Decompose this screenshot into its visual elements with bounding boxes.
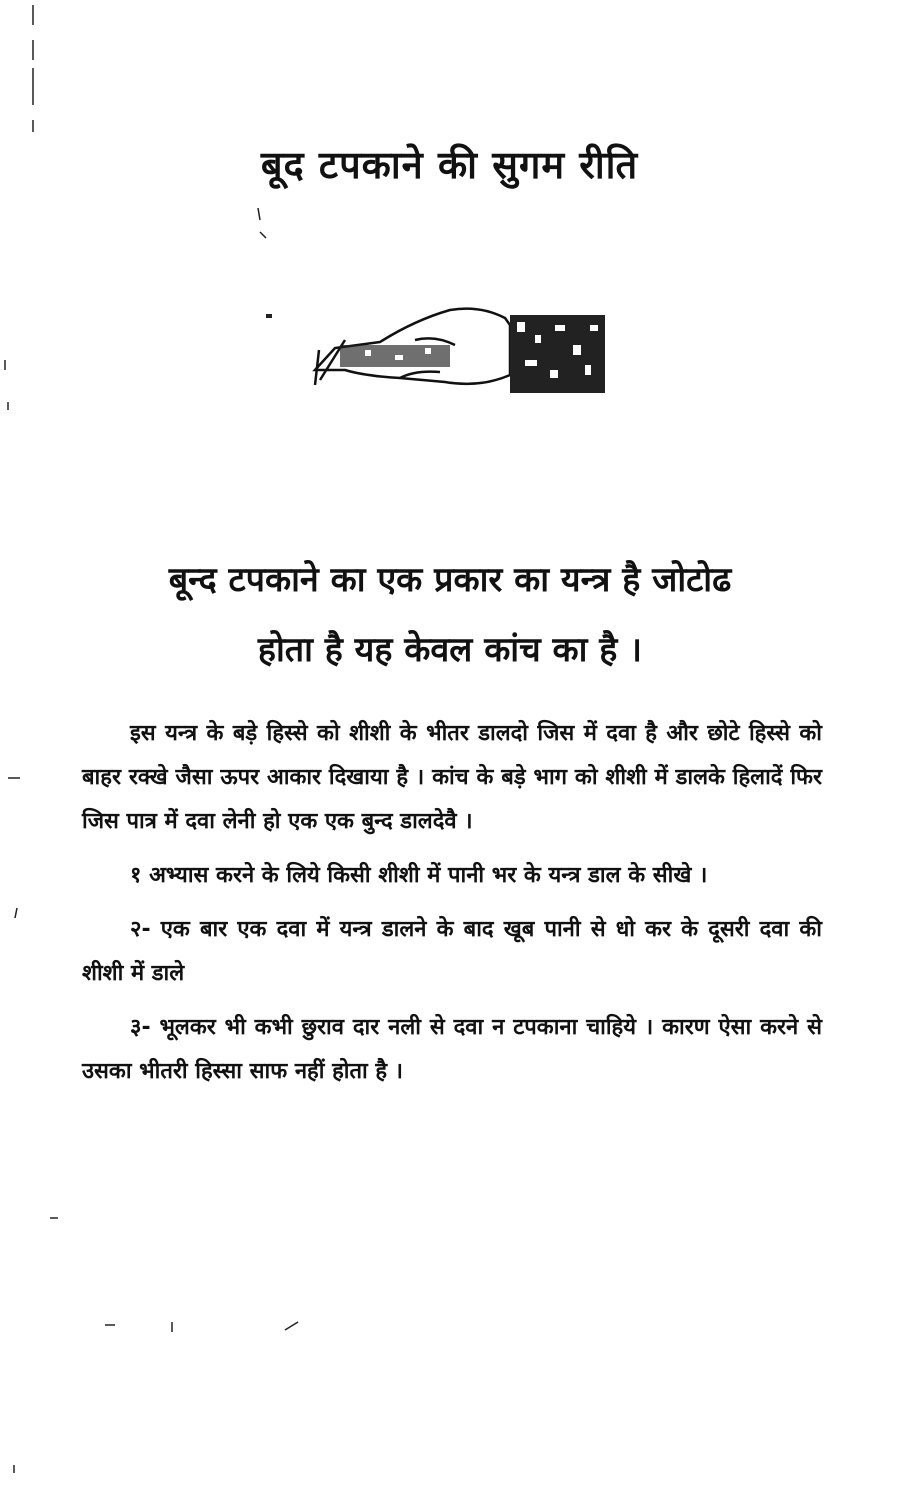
hand-holding-dropper-icon [305,300,625,400]
instruction-step-1: १ अभ्यास करने के लिये किसी शीशी में पानी भर के यन्त्र डाल के सीखे । [130,863,708,888]
instruction-step-2: २- एक बार एक दवा में यन्त्र डालने के बाद खूब पानी से धो कर के दूसरी दवा की शीशी में डाले [82,917,822,986]
intro-line-2: होता है यह केवल कांच का है । [257,630,643,670]
instruction-paragraph-usage: इस यन्त्र के बड़े हिस्से को शीशी के भीतर डालदो जिस में दवा है और छोटे हिस्से को बाहर रक्खे जैसा ऊपर आकार दिखाया है । कांच के बड़े भाग को शीशी में डालके हिलादें फिर जिस पात्र में दवा लेनी हो एक एक बुन्द डालदेवै । [82,721,822,834]
page-title: बूद टपकाने की सुगम रीति [260,143,639,187]
instructions [82,712,822,1104]
instruction-step-3: ३- भूलकर भी कभी छुराव दार नली से दवा न टपकाना चाहिये । कारण ऐसा करने से उसका भीतरी हिस्सा साफ नहीं होता है । [82,1015,822,1084]
intro-line-1: बून्द टपकाने का एक प्रकार का यन्त्र है जोटोढ [168,560,732,600]
intro-text [60,545,840,685]
